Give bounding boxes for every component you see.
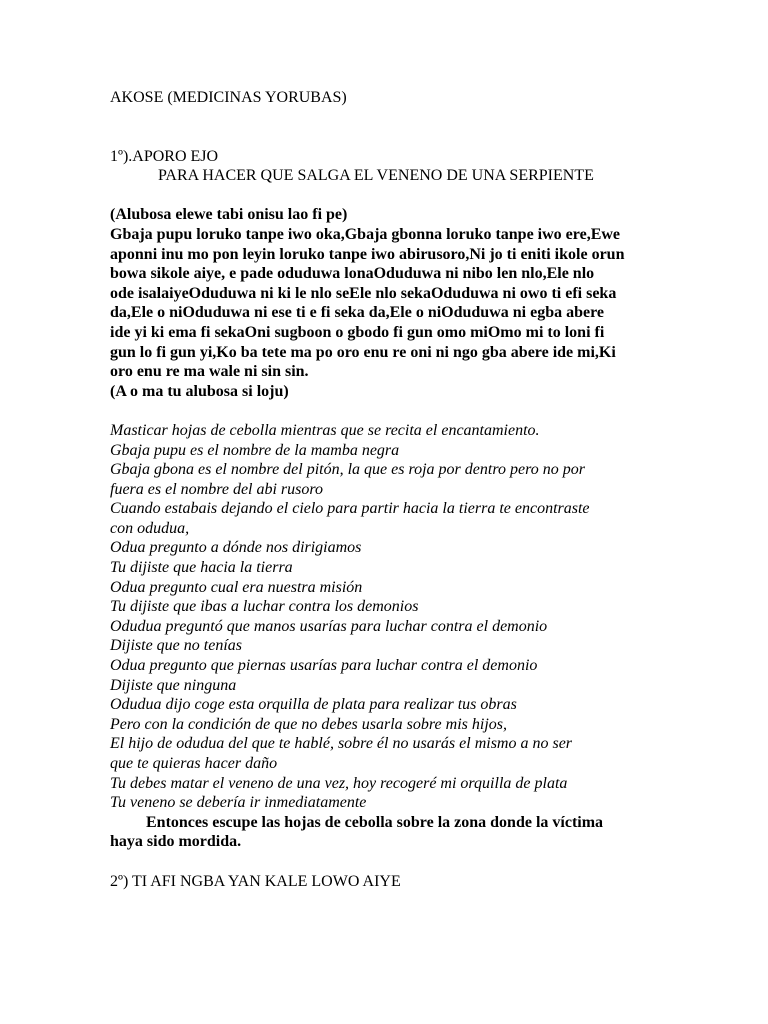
yoruba-incantation <box>110 205 656 401</box>
spanish-line: Tu dijiste que ibas a luchar contra los demonios <box>110 598 419 616</box>
closing-instruction <box>110 813 656 852</box>
yoruba-line: Gbaja pupu loruko tanpe iwo oka,Gbaja gbonna loruko tanpe iwo ere,Ewe <box>110 225 621 243</box>
yoruba-line: aponni inu mo pon leyin loruko tanpe iwo abirusoro,Ni jo ti eniti ikole orun <box>110 245 625 263</box>
closing-line: Entonces escupe las hojas de cebolla sobre la zona donde la víctima <box>146 813 604 831</box>
document-page <box>110 88 656 891</box>
spanish-line: Tu veneno se debería ir inmediatamente <box>110 794 367 812</box>
spanish-line: que te quieras hacer daño <box>110 755 278 772</box>
spanish-line: Odua pregunto cual era nuestra misión <box>110 578 363 596</box>
section1-heading: 1º).APORO EJO <box>110 147 219 165</box>
spacer <box>110 852 656 872</box>
spanish-line: Masticar hojas de cebolla mientras que se recita el encantamiento. <box>110 421 540 439</box>
spanish-line: fuera es el nombre del abi rusoro <box>110 480 324 498</box>
spacer <box>110 401 656 421</box>
spanish-line: Dijiste que no tenías <box>110 637 242 655</box>
closing-line: haya sido mordida. <box>110 833 242 851</box>
yoruba-line: ode isalaiyeOduduwa ni ki le nlo seEle nlo sekaOduduwa ni owo ti efi seka <box>110 284 617 302</box>
spacer <box>110 186 656 206</box>
document-title: AKOSE (MEDICINAS YORUBAS) <box>110 89 347 106</box>
yoruba-line: bowa sikole aiye, e pade oduduwa lonaOduduwa ni nibo len nlo,Ele nlo <box>110 265 595 283</box>
spanish-line: Gbaja pupu es el nombre de la mamba negra <box>110 441 400 459</box>
spanish-line: Pero con la condición de que no debes usarla sobre mis hijos, <box>110 715 507 733</box>
spanish-line: Cuando estabais dejando el cielo para partir hacia la tierra te encontraste <box>110 500 590 518</box>
spanish-line: Tu dijiste que hacia la tierra <box>110 559 293 577</box>
yoruba-line: da,Ele o niOduduwa ni ese ti e fi seka da,Ele o niOduduwa ni egba abere <box>110 304 605 322</box>
spanish-line: Odua pregunto a dónde nos dirigiamos <box>110 539 362 557</box>
spanish-line: con odudua, <box>110 519 190 537</box>
spanish-line: Dijiste que ninguna <box>110 676 237 694</box>
spanish-line: El hijo de odudua del que te hablé, sobre él no usarás el mismo a no ser <box>110 735 573 753</box>
yoruba-line: oro enu re ma wale ni sin sin. <box>110 363 309 381</box>
yoruba-line: gun lo fi gun yi,Ko ba tete ma po oro enu re oni ni ngo gba abere ide mi,Ki <box>110 343 616 361</box>
section1-subheading: PARA HACER QUE SALGA EL VENENO DE UNA SERPIENTE <box>158 167 594 185</box>
spanish-line: Tu debes matar el veneno de una vez, hoy recogeré mi orquilla de plata <box>110 774 568 792</box>
section2-heading: 2º) TI AFI NGBA YAN KALE LOWO AIYE <box>110 872 401 890</box>
spanish-translation <box>110 421 656 813</box>
spanish-line: Odua pregunto que piernas usarías para luchar contra el demonio <box>110 657 538 675</box>
spanish-line: Odudua dijo coge esta orquilla de plata para realizar tus obras <box>110 696 517 714</box>
yoruba-line: ide yi ki ema fi sekaOni sugboon o gbodo fi gun omo miOmo mi to loni fi <box>110 323 605 341</box>
yoruba-line: (A o ma tu alubosa si loju) <box>110 382 289 400</box>
spanish-line: Odudua preguntó que manos usarías para luchar contra el demonio <box>110 617 548 635</box>
spanish-line: Gbaja gbona es el nombre del pitón, la que es roja por dentro pero no por <box>110 461 585 479</box>
yoruba-line: (Alubosa elewe tabi onisu lao fi pe) <box>110 206 348 224</box>
spacer <box>110 108 656 147</box>
